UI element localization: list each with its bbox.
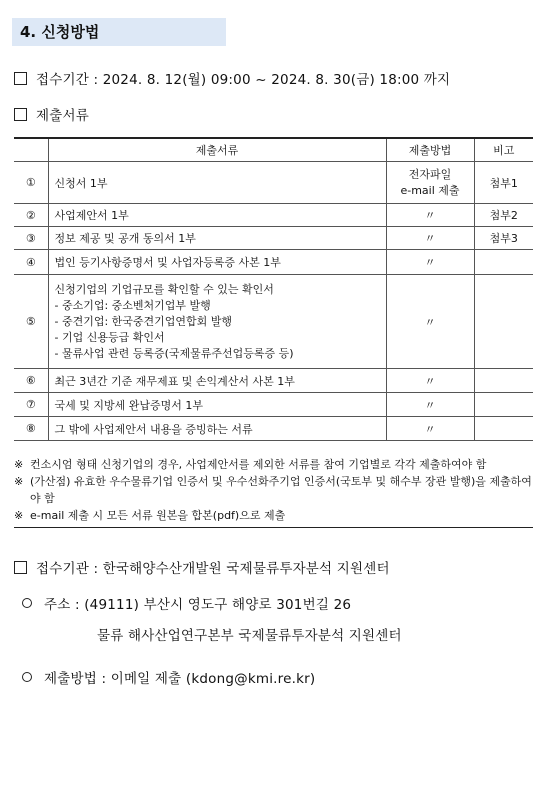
submit-value: 이메일 제출 (kdong@kmi.re.kr) — [110, 671, 316, 687]
row-document-subitem: - 기업 신용등급 확인서 — [54, 330, 165, 344]
period-label: 접수기간 — [36, 72, 89, 88]
table-row — [14, 275, 533, 369]
table-row — [14, 227, 533, 250]
header-remark: 비고 — [474, 138, 533, 162]
header-no — [14, 138, 48, 162]
row-method: 〃 — [386, 204, 474, 227]
row-number: ① — [14, 162, 48, 204]
note-text: 컨소시엄 형태 신청기업의 경우, 사업제안서를 제외한 서류를 참여 기업별로 각각 제출하여야 함 — [30, 458, 487, 471]
row-document: 정보 제공 및 공개 동의서 1부 — [48, 227, 386, 250]
row-method: 〃 — [386, 369, 474, 393]
row-remark — [474, 393, 533, 417]
table-row — [14, 204, 533, 227]
address-label: 주소 — [44, 597, 71, 613]
row-remark — [474, 417, 533, 441]
note-item — [14, 507, 533, 524]
row-number: ② — [14, 204, 48, 227]
address-line2: 물류 해사산업연구본부 국제물류투자분석 지원센터 — [97, 628, 402, 644]
note-mark: ※ — [14, 475, 24, 488]
header-documents: 제출서류 — [48, 138, 386, 162]
period-value: 2024. 8. 12(월) 09:00 ~ 2024. 8. 30(금) 18:00 까지 — [102, 72, 451, 88]
submit-label: 제출방법 — [44, 671, 97, 687]
row-method: 전자파일 e-mail 제출 — [386, 162, 474, 204]
agency-label: 접수기관 — [36, 561, 89, 577]
checkbox-square-icon — [14, 72, 27, 85]
address-line — [22, 593, 351, 613]
note-mark: ※ — [14, 509, 24, 522]
checkbox-square-icon — [14, 108, 27, 121]
docs-heading: 제출서류 — [36, 108, 89, 124]
row-document — [48, 275, 386, 369]
note-item — [14, 473, 533, 507]
row-number: ⑤ — [14, 275, 48, 369]
period-line — [14, 68, 450, 88]
note-item — [14, 456, 533, 473]
note-mark: ※ — [14, 458, 24, 471]
agency-line — [14, 557, 390, 577]
row-number: ③ — [14, 227, 48, 250]
colon-separator: : — [70, 597, 85, 613]
circle-bullet-icon — [22, 672, 32, 682]
row-document: 사업제안서 1부 — [48, 204, 386, 227]
row-remark: 첨부1 — [474, 162, 533, 204]
row-remark — [474, 369, 533, 393]
section-title: 4. 신청방법 — [12, 18, 226, 46]
row-number: ④ — [14, 250, 48, 275]
table-row — [14, 417, 533, 441]
checkbox-square-icon — [14, 561, 27, 574]
row-method: 〃 — [386, 417, 474, 441]
row-document: 신청서 1부 — [48, 162, 386, 204]
row-remark: 첨부2 — [474, 204, 533, 227]
address-line1: (49111) 부산시 영도구 해양로 301번길 26 — [84, 597, 352, 613]
row-method: 〃 — [386, 275, 474, 369]
row-number: ⑧ — [14, 417, 48, 441]
row-remark — [474, 275, 533, 369]
circle-bullet-icon — [22, 598, 32, 608]
docs-heading-line — [14, 104, 89, 124]
documents-table — [14, 137, 533, 441]
row-method: 〃 — [386, 227, 474, 250]
colon-separator: : — [88, 72, 103, 88]
colon-separator: : — [96, 671, 111, 687]
header-method: 제출방법 — [386, 138, 474, 162]
table-row — [14, 250, 533, 275]
submit-line — [22, 667, 315, 687]
table-row — [14, 369, 533, 393]
note-text: (가산점) 유효한 우수물류기업 인증서 및 우수선화주기업 인증서(국토부 및 해수부 장관 발행)을 제출하여야 함 — [30, 475, 532, 505]
row-document: 최근 3년간 기준 재무제표 및 손익계산서 사본 1부 — [48, 369, 386, 393]
notes-block — [14, 456, 533, 528]
row-method: 〃 — [386, 250, 474, 275]
table-header-row — [14, 138, 533, 162]
row-number: ⑥ — [14, 369, 48, 393]
row-document: 법인 등기사항증명서 및 사업자등록증 사본 1부 — [48, 250, 386, 275]
row-remark — [474, 250, 533, 275]
row-document-subitem: - 중소기업: 중소벤처기업부 발행 — [54, 298, 211, 312]
row-document-title: 신청기업의 기업규모를 확인할 수 있는 확인서 — [54, 282, 274, 296]
agency-value: 한국해양수산개발원 국제물류투자분석 지원센터 — [102, 561, 390, 577]
note-text: e-mail 제출 시 모든 서류 원본을 합본(pdf)으로 제출 — [30, 509, 286, 522]
colon-separator: : — [88, 561, 103, 577]
row-document-subitem: - 중견기업: 한국중견기업연합회 발행 — [54, 314, 233, 328]
table-row — [14, 162, 533, 204]
row-number: ⑦ — [14, 393, 48, 417]
row-method: 〃 — [386, 393, 474, 417]
row-document: 국세 및 지방세 완납증명서 1부 — [48, 393, 386, 417]
row-document: 그 밖에 사업제안서 내용을 증빙하는 서류 — [48, 417, 386, 441]
row-document-subitem: - 물류사업 관련 등록증(국제물류주선업등록증 등) — [54, 346, 294, 360]
row-remark: 첨부3 — [474, 227, 533, 250]
table-row — [14, 393, 533, 417]
